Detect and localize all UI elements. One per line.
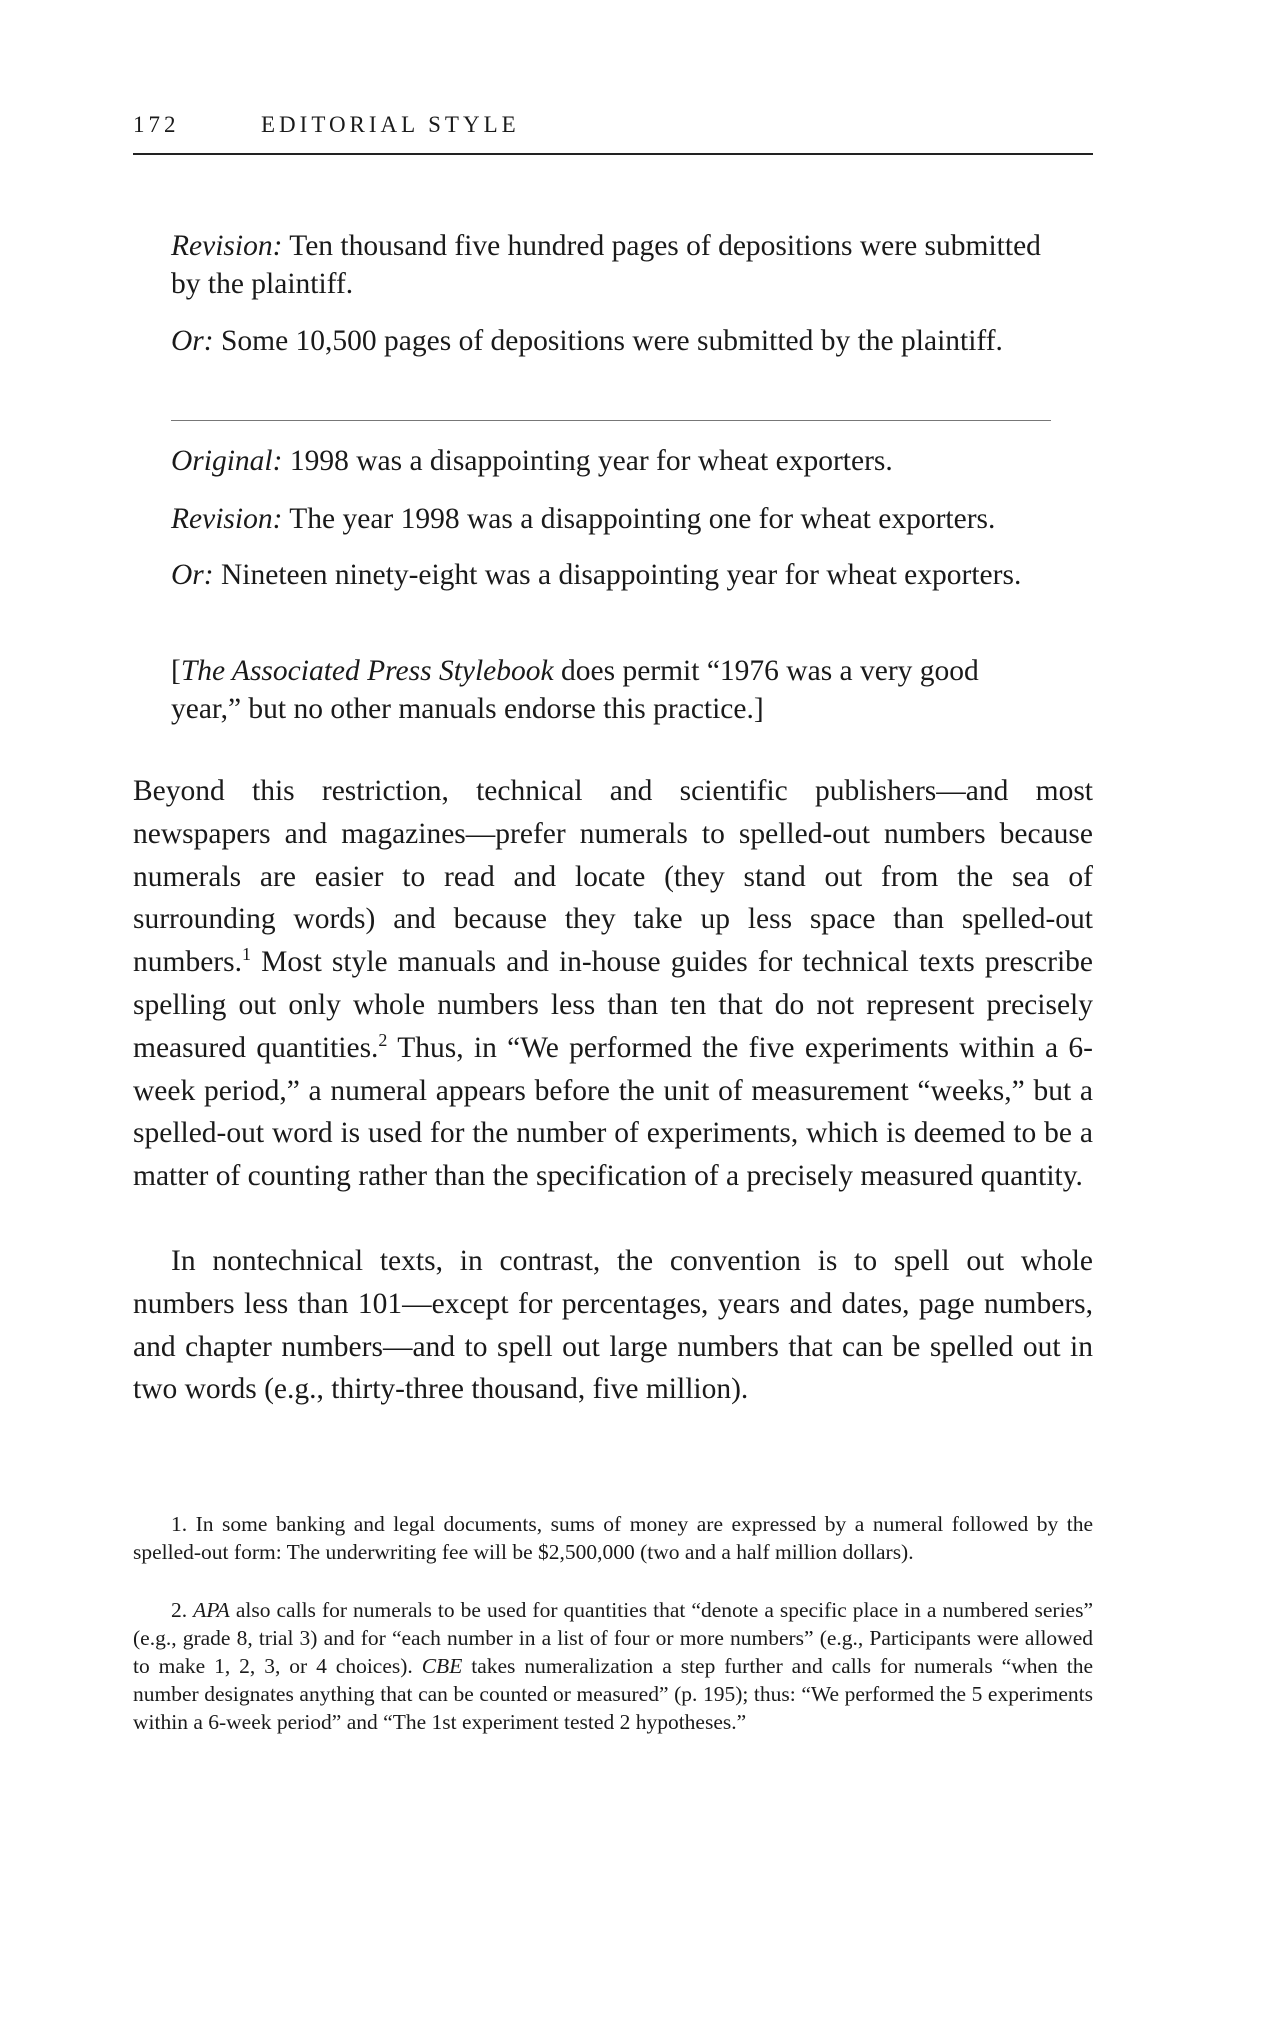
example-label: Revision:	[171, 230, 283, 262]
footnote-ref-2[interactable]: 2	[378, 1029, 388, 1050]
body-text-run: Beyond this restriction, technical and scientific publishers—and most newspapers and magazines—prefer numerals to spelled-out numbers because numerals are easier to read and locate (they stand out from the sea of surrounding words) and because they take up less space than spelled-out numbers.	[133, 775, 1093, 979]
footnote-text: 1. In some banking and legal documents, sums of money are expressed by a numeral followed by the spelled-out form: The underwriting fee will be $2,500,000 (two and a half million dollars).	[133, 1512, 1093, 1564]
example-text: 1998 was a disappointing year for wheat exporters.	[282, 445, 893, 477]
body-paragraph-1	[133, 770, 1093, 1198]
example-label: Or:	[171, 325, 214, 357]
page-number: 172	[133, 112, 180, 137]
example-divider	[171, 420, 1051, 421]
body-paragraph-2: In nontechnical texts, in contrast, the convention is to spell out whole numbers less than 101—except for percentages, years and dates, page numbers, and chapter numbers—and to spell out large numbers that can be spelled out in two words (e.g., thirty-three thousand, five million).	[133, 1245, 1093, 1406]
note-text: does permit “1976 was a very good year,” but no other manuals endorse this practice.]	[171, 655, 979, 725]
body-text-run: Thus, in “We performed the five experiments within a 6-week period,” a numeral appears before the unit of measurement “weeks,” but a spelled-out word is used for the number of experiments, which is deemed to be a matter of counting rather than the specification of a precisely measured quantity.	[133, 1031, 1093, 1193]
example-revision-1	[171, 227, 1051, 303]
example-or-1	[171, 322, 1051, 360]
body-text-run: Most style manuals and in-house guides for technical texts prescribe spelling out only whole numbers less than ten that do not represent precisely measured quantities.	[133, 946, 1093, 1064]
example-or-2	[171, 556, 1051, 594]
example-label: Revision:	[171, 503, 283, 535]
example-original	[171, 442, 1051, 480]
footnote-2	[133, 1596, 1093, 1736]
header-rule	[133, 153, 1093, 155]
example-text: Nineteen ninety-eight was a disappointing year for wheat exporters.	[213, 559, 1022, 591]
example-revision-2	[171, 500, 1051, 538]
footnote-ref-1[interactable]: 1	[241, 944, 251, 965]
footnote-1	[133, 1510, 1093, 1566]
footnote-abbrev-apa: APA	[193, 1598, 230, 1622]
example-text: The year 1998 was a disappointing one for wheat exporters.	[282, 503, 996, 535]
example-label: Original:	[171, 445, 283, 477]
footnote-number: 2.	[171, 1598, 194, 1622]
example-note	[171, 652, 1051, 728]
example-label: Or:	[171, 559, 214, 591]
note-title: The Associated Press Stylebook	[180, 655, 554, 687]
example-text: Some 10,500 pages of depositions were submitted by the plaintiff.	[213, 325, 1003, 357]
footnote-abbrev-cbe: CBE	[421, 1654, 463, 1678]
footnote-text: takes numeralization a step further and calls for numerals “when the number designates anything that can be counted or measured” (p. 195); thus: “We performed the 5 experiments within a 6-week period” and “The 1st experiment tested 2 hypotheses.”	[133, 1654, 1093, 1734]
note-bracket: [	[171, 655, 181, 687]
footnote-text: also calls for numerals to be used for quantities that “denote a specific place in a numbered series” (e.g., grade 8, trial 3) and for “each number in a list of four or more numbers” (e.g., Participants were allowed to make 1, 2, 3, or 4 choices).	[133, 1598, 1094, 1678]
example-text: Ten thousand five hundred pages of depositions were submitted by the plaintiff.	[171, 230, 1041, 300]
running-head-title: EDITORIAL STYLE	[261, 112, 520, 137]
running-head	[133, 110, 1093, 140]
